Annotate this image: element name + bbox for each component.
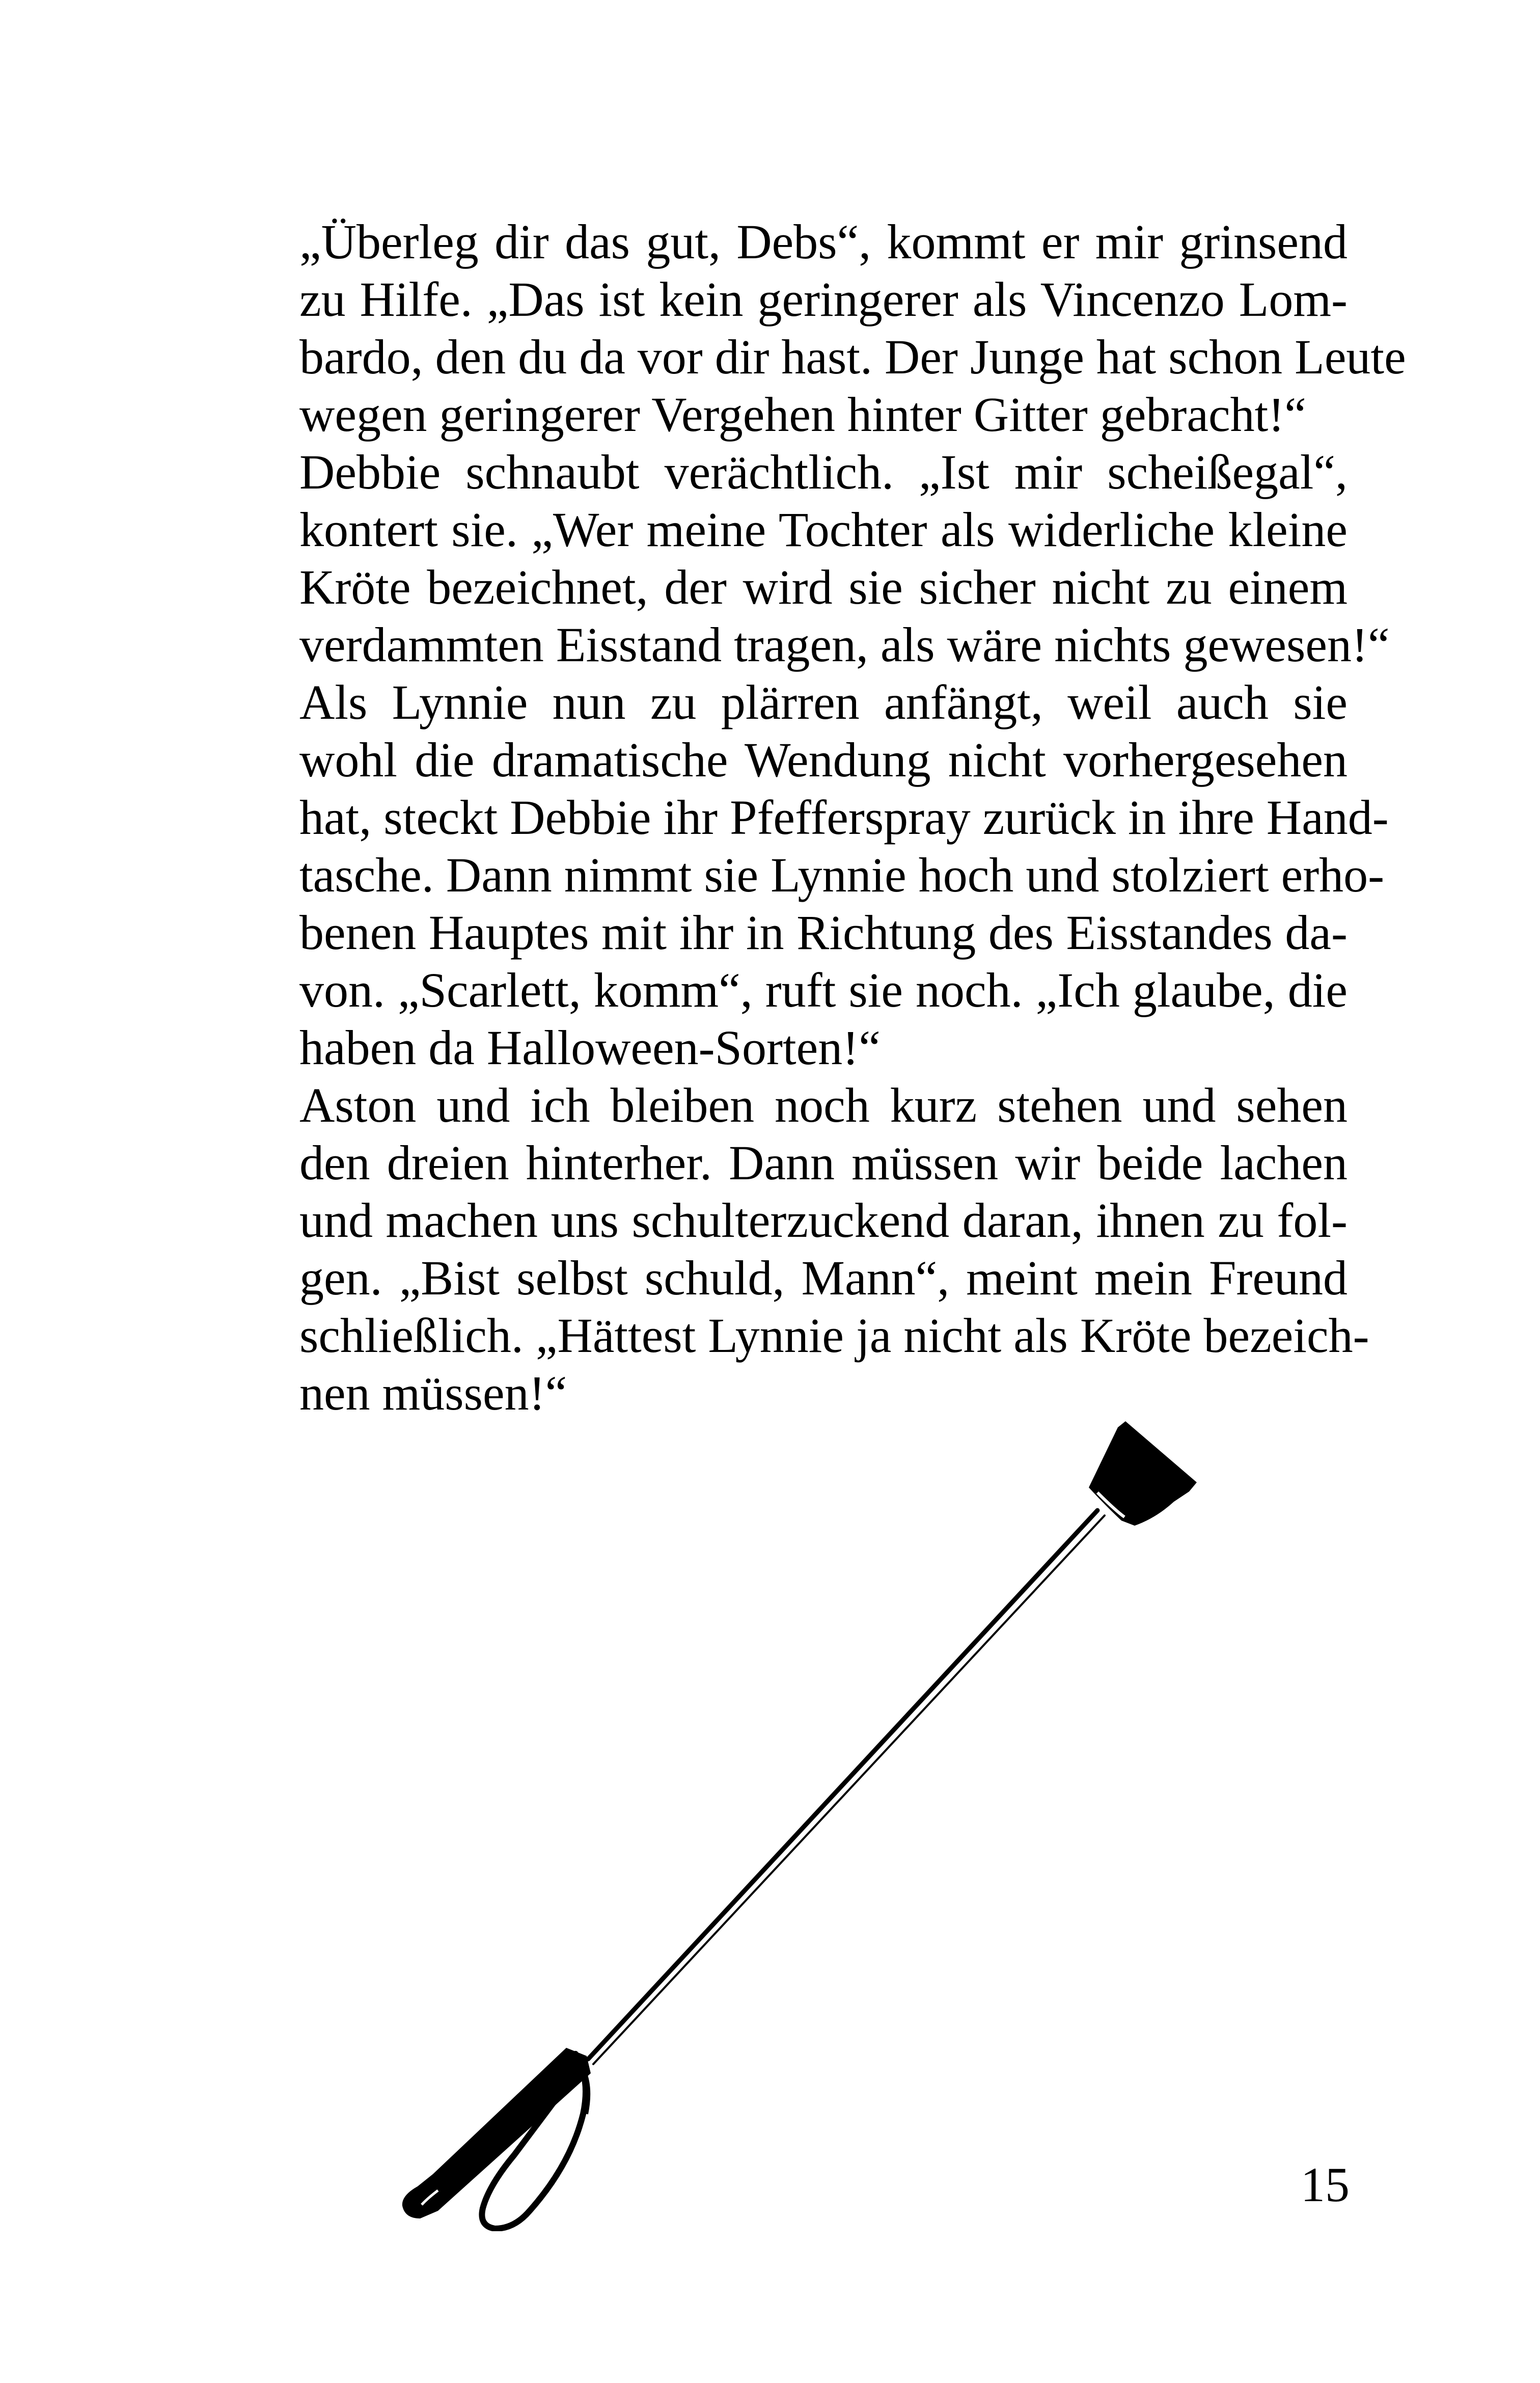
text-line: benen Hauptes mit ihr in Richtung des Eisstandes da- [299, 905, 1348, 960]
paragraph [239, 1076, 1369, 1422]
text-line: und machen uns schulterzuckend daran, ihnen zu fol- [299, 1193, 1348, 1248]
text-line: bardo, den du da vor dir hast. Der Junge hat schon Leute [299, 330, 1406, 384]
text-line: schließlich. „Hättest Lynnie ja nicht als Kröte bezeich- [299, 1308, 1369, 1363]
text-line: haben da Halloween-Sorten!“ [299, 1020, 881, 1075]
body-text [239, 213, 1406, 1422]
page-number: 15 [1301, 2157, 1350, 2212]
text-line: den dreien hinterher. Dann müssen wir beide lachen [299, 1135, 1348, 1190]
paragraph [239, 673, 1389, 1076]
text-line: verdammten Eisstand tragen, als wäre nichts gewesen!“ [299, 617, 1390, 672]
text-line: Als Lynnie nun zu plärren anfängt, weil auch sie [299, 675, 1348, 729]
text-line: hat, steckt Debbie ihr Pfefferspray zurück in ihre Hand- [299, 790, 1389, 845]
text-line: wohl die dramatische Wendung nicht vorhergesehen [299, 733, 1348, 787]
text-line: tasche. Dann nimmt sie Lynnie hoch und stolziert erho- [299, 848, 1385, 902]
text-line: von. „Scarlett, komm“, ruft sie noch. „Ich glaube, die [299, 963, 1348, 1017]
crop-shaft [588, 1510, 1105, 2064]
text-line: Debbie schnaubt verächtlich. „Ist mir scheißegal“, [299, 445, 1348, 499]
text-line: „Überleg dir das gut, Debs“, kommt er mir grinsend [299, 214, 1348, 269]
paragraph [239, 443, 1390, 673]
text-line: wegen geringerer Vergehen hinter Gitter gebracht!“ [299, 387, 1306, 442]
crop-handle [402, 2048, 591, 2218]
crop-keeper [1089, 1421, 1197, 1526]
text-line: kontert sie. „Wer meine Tochter als widerliche kleine [299, 502, 1348, 557]
text-line: gen. „Bist selbst schuld, Mann“, meint mein Freund [299, 1251, 1348, 1305]
text-line: Kröte bezeichnet, der wird sie sicher nicht zu einem [299, 560, 1348, 614]
text-line: zu Hilfe. „Das ist kein geringerer als Vincenzo Lom- [299, 272, 1348, 327]
text-line: nen müssen!“ [299, 1366, 567, 1420]
paragraph [239, 213, 1406, 443]
text-line: Aston und ich bleiben noch kurz stehen und sehen [299, 1078, 1348, 1132]
riding-crop-illustration [377, 1416, 1212, 2231]
